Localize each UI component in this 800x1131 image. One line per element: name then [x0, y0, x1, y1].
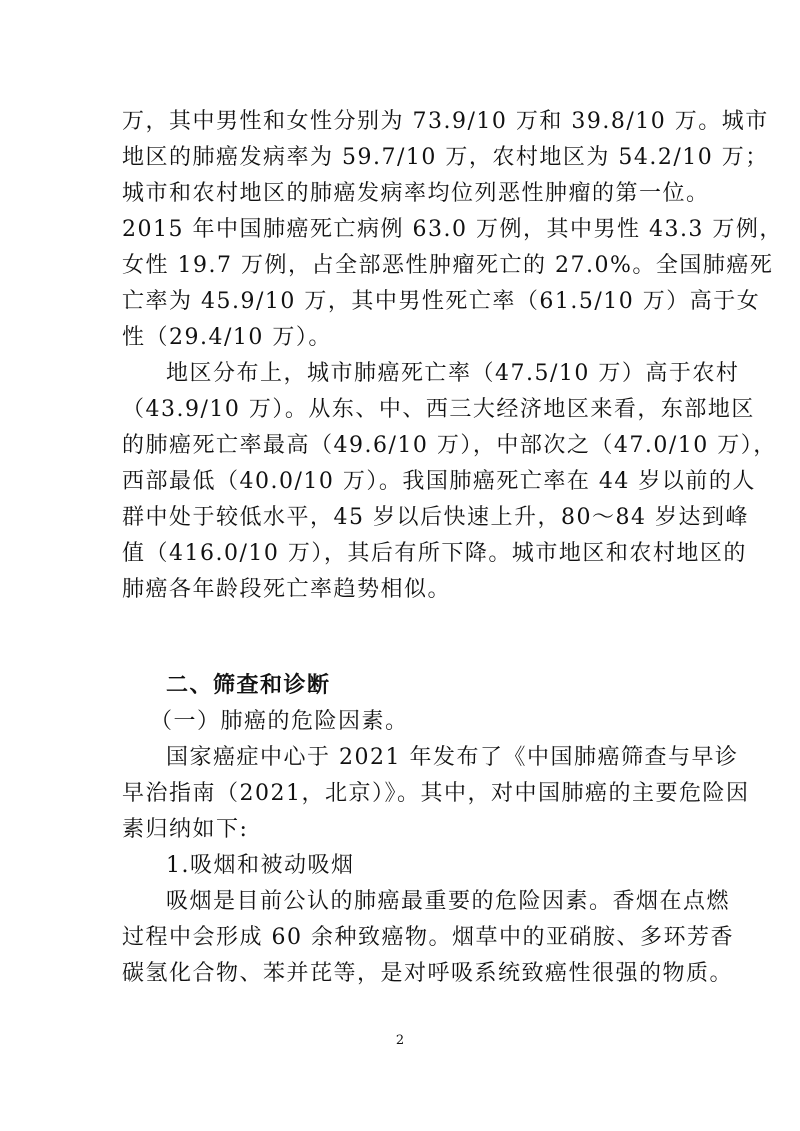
body-text-line: 的肺癌死亡率最高（49.6/10 万），中部次之（47.0/10 万），	[122, 433, 777, 458]
item-heading: 1.吸烟和被动吸烟	[166, 853, 355, 878]
body-text-line: 性（29.4/10 万）。	[122, 325, 332, 350]
paragraph-first-line: 地区分布上，城市肺癌死亡率（47.5/10 万）高于农村	[166, 361, 740, 386]
body-text-line: 女性 19.7 万例，占全部恶性肿瘤死亡的 27.0%。全国肺癌死	[122, 253, 774, 278]
body-text-line: 地区的肺癌发病率为 59.7/10 万，农村地区为 54.2/10 万；	[122, 145, 769, 170]
body-text-line: 过程中会形成 60 余种致癌物。烟草中的亚硝胺、多环芳香	[122, 925, 734, 950]
body-text-line: 亡率为 45.9/10 万，其中男性死亡率（61.5/10 万）高于女	[122, 289, 761, 314]
body-text-line: 西部最低（40.0/10 万）。我国肺癌死亡率在 44 岁以前的人	[122, 469, 756, 494]
body-text-line: 肺癌各年龄段死亡率趋势相似。	[122, 577, 452, 602]
body-text-line: 万，其中男性和女性分别为 73.9/10 万和 39.8/10 万。城市	[122, 109, 769, 134]
body-text-line: 城市和农村地区的肺癌发病率均位列恶性肿瘤的第一位。	[122, 181, 710, 206]
paragraph-first-line: 国家癌症中心于 2021 年发布了《中国肺癌筛查与早诊	[166, 745, 739, 770]
body-text-line: （43.9/10 万）。从东、中、西三大经济地区来看，东部地区	[122, 397, 755, 422]
body-text-line: 群中处于较低水平，45 岁以后快速上升，80～84 岁达到峰	[122, 505, 749, 530]
body-text-line: 早治指南（2021，北京）》。其中，对中国肺癌的主要危险因	[122, 781, 750, 806]
section-heading: 二、筛查和诊断	[166, 673, 331, 698]
page-number: 2	[395, 1033, 405, 1048]
body-text-line: 2015 年中国肺癌死亡病例 63.0 万例，其中男性 43.3 万例，	[122, 217, 783, 242]
subsection-heading: （一）肺癌的危险因素。	[150, 709, 409, 734]
body-text-line: 值（416.0/10 万），其后有所下降。城市地区和农村地区的	[122, 541, 747, 566]
paragraph-first-line: 吸烟是目前公认的肺癌最重要的危险因素。香烟在点燃	[166, 889, 731, 914]
body-text-line: 碳氢化合物、苯并芘等，是对呼吸系统致癌性很强的物质。	[122, 961, 734, 986]
body-text-line: 素归纳如下:	[122, 817, 249, 842]
